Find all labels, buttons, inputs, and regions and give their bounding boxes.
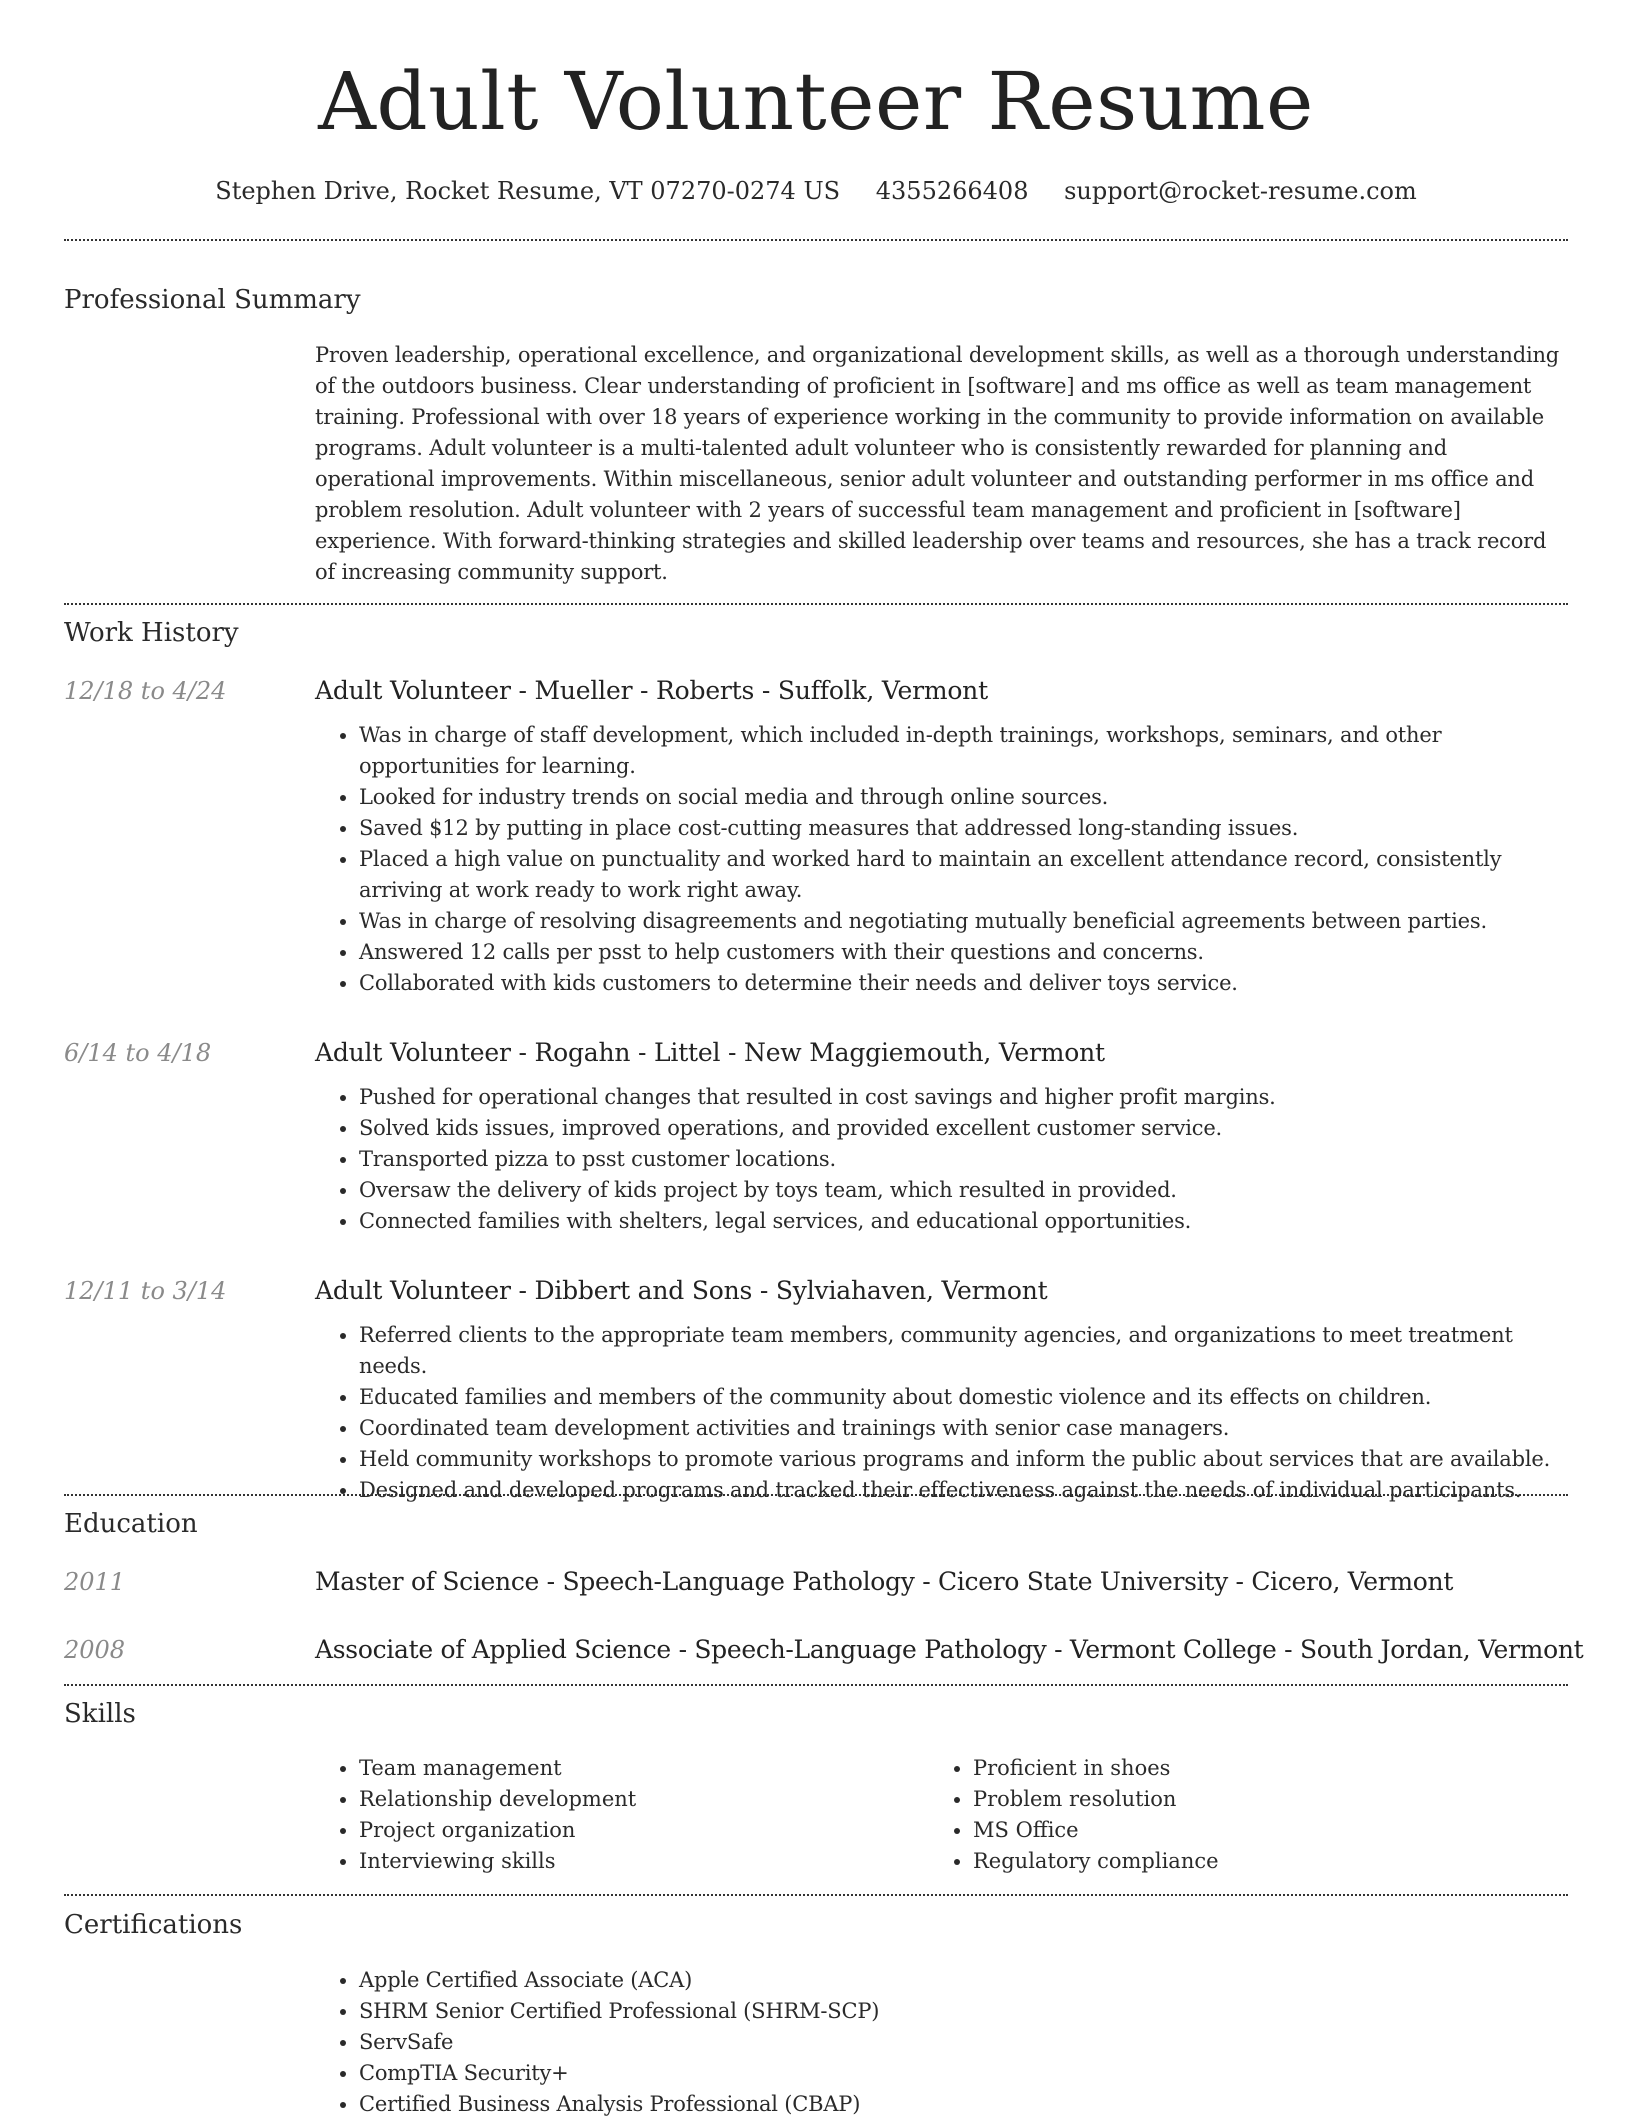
- job-bullet: • Collaborated with kids customers to determine their needs and deliver toys service.: [359, 968, 1568, 999]
- header-divider: [64, 239, 1568, 241]
- skills-grid: [315, 1753, 1568, 1877]
- education-year: 2011: [64, 1568, 126, 1596]
- skills-heading: Skills: [64, 1699, 136, 1729]
- job-bullet: • Referred clients to the appropriate team members, community agencies, and organizations to meet treatment needs.: [359, 1320, 1568, 1382]
- skills-divider: [64, 1894, 1568, 1896]
- skill-item: • Team management: [359, 1753, 929, 1784]
- job-entry: [64, 674, 1568, 999]
- certification-item: • Certified Business Analysis Professional (CBAP): [359, 2089, 1568, 2120]
- skills-list-left: [315, 1753, 929, 1877]
- certification-item: • CompTIA Security+: [359, 2058, 1568, 2089]
- job-dates: 12/11 to 3/14: [64, 1277, 227, 1305]
- job-bullet: • Held community workshops to promote various programs and inform the public about services that are available.: [359, 1444, 1568, 1475]
- skill-item: • Interviewing skills: [359, 1846, 929, 1877]
- job-bullets: [315, 1082, 1568, 1237]
- summary-heading: Professional Summary: [64, 285, 361, 315]
- summary-text: Proven leadership, operational excellence, and organizational development skills, as well as a thorough understanding of the outdoors business. Clear understanding of proficient in [software] and ms office as well as team management training. Professional with over 18 years of experience working in the community to provide information on available programs. Adult volunteer is a multi-talented adult volunteer who is consistently rewarded for planning and operational improvements. Within miscellaneous, senior adult volunteer and outstanding performer in ms office and problem resolution. Adult volunteer with 2 years of successful team management and proficient in [software] experience. With forward-thinking strategies and skilled leadership over teams and resources, she has a track record of increasing community support.: [315, 343, 1560, 584]
- job-bullet: • Answered 12 calls per psst to help customers with their questions and concerns.: [359, 937, 1568, 968]
- certifications-left-spacer: [64, 1965, 315, 2120]
- education-title: Associate of Applied Science - Speech-Language Pathology - Vermont College - South Jordan, Vermont: [315, 1635, 1584, 1664]
- job-bullet: • Designed and developed programs and tracked their effectiveness against the needs of individual participants.: [359, 1475, 1568, 1506]
- contact-line: [64, 174, 1568, 208]
- skill-item: • Regulatory compliance: [973, 1846, 1543, 1877]
- job-dates: 12/18 to 4/24: [64, 677, 227, 705]
- job-bullet: • Pushed for operational changes that resulted in cost savings and higher profit margins.: [359, 1082, 1568, 1113]
- education-entry: [64, 1633, 1584, 1667]
- job-entry: [64, 1036, 1568, 1237]
- education-title: Master of Science - Speech-Language Pathology - Cicero State University - Cicero, Vermont: [315, 1567, 1454, 1596]
- summary-left-spacer: [64, 340, 315, 588]
- summary-divider: [64, 603, 1568, 605]
- education-divider: [64, 1684, 1568, 1686]
- job-bullets: [315, 720, 1568, 999]
- skills-list-right: [929, 1753, 1543, 1877]
- resume-title: Adult Volunteer Resume: [318, 55, 1314, 148]
- job-dates: 6/14 to 4/18: [64, 1039, 212, 1067]
- skill-item: • Project organization: [359, 1815, 929, 1846]
- skill-item: • MS Office: [973, 1815, 1543, 1846]
- skills-left-spacer: [64, 1753, 315, 1877]
- certifications-section: [64, 1965, 1568, 2120]
- job-bullet: • Looked for industry trends on social media and through online sources.: [359, 782, 1568, 813]
- contact-address: Stephen Drive, Rocket Resume, VT 07270-0274 US: [215, 177, 841, 205]
- work-divider: [64, 1494, 1568, 1496]
- job-bullet: • Solved kids issues, improved operations, and provided excellent customer service.: [359, 1113, 1568, 1144]
- education-year: 2008: [64, 1636, 126, 1664]
- work-heading: Work History: [64, 618, 239, 648]
- job-bullet: • Placed a high value on punctuality and worked hard to maintain an excellent attendance record, consistently arriving at work ready to work right away.: [359, 844, 1568, 906]
- job-bullet: • Oversaw the delivery of kids project by toys team, which resulted in provided.: [359, 1175, 1568, 1206]
- job-title: Adult Volunteer - Mueller - Roberts - Suffolk, Vermont: [315, 676, 988, 705]
- certification-item: • Apple Certified Associate (ACA): [359, 1965, 1568, 1996]
- job-bullet: • Educated families and members of the community about domestic violence and its effects on children.: [359, 1382, 1568, 1413]
- certification-item: • ServSafe: [359, 2027, 1568, 2058]
- skill-item: • Problem resolution: [973, 1784, 1543, 1815]
- certifications-heading: Certifications: [64, 1910, 243, 1940]
- job-title: Adult Volunteer - Dibbert and Sons - Sylviahaven, Vermont: [315, 1276, 1048, 1305]
- education-heading: Education: [64, 1509, 198, 1539]
- job-bullet: • Connected families with shelters, legal services, and educational opportunities.: [359, 1206, 1568, 1237]
- job-bullets: [315, 1320, 1568, 1506]
- education-entry: [64, 1565, 1568, 1599]
- job-bullet: • Saved $12 by putting in place cost-cutting measures that addressed long-standing issues.: [359, 813, 1568, 844]
- contact-email: support@rocket-resume.com: [1064, 177, 1417, 205]
- skills-section: [64, 1753, 1568, 1877]
- certification-item: • SHRM Senior Certified Professional (SHRM-SCP): [359, 1996, 1568, 2027]
- job-bullet: • Was in charge of resolving disagreements and negotiating mutually beneficial agreements between parties.: [359, 906, 1568, 937]
- summary-section: [64, 340, 1568, 588]
- skill-item: • Proficient in shoes: [973, 1753, 1543, 1784]
- contact-phone: 4355266408: [875, 177, 1029, 205]
- skill-item: • Relationship development: [359, 1784, 929, 1815]
- job-bullet: • Coordinated team development activities and trainings with senior case managers.: [359, 1413, 1568, 1444]
- job-title: Adult Volunteer - Rogahn - Littel - New Maggiemouth, Vermont: [315, 1038, 1105, 1067]
- job-bullet: • Was in charge of staff development, which included in-depth trainings, workshops, seminars, and other opportunities for learning.: [359, 720, 1568, 782]
- certifications-list: [315, 1965, 1568, 2120]
- job-bullet: • Transported pizza to psst customer locations.: [359, 1144, 1568, 1175]
- job-entry: [64, 1274, 1568, 1506]
